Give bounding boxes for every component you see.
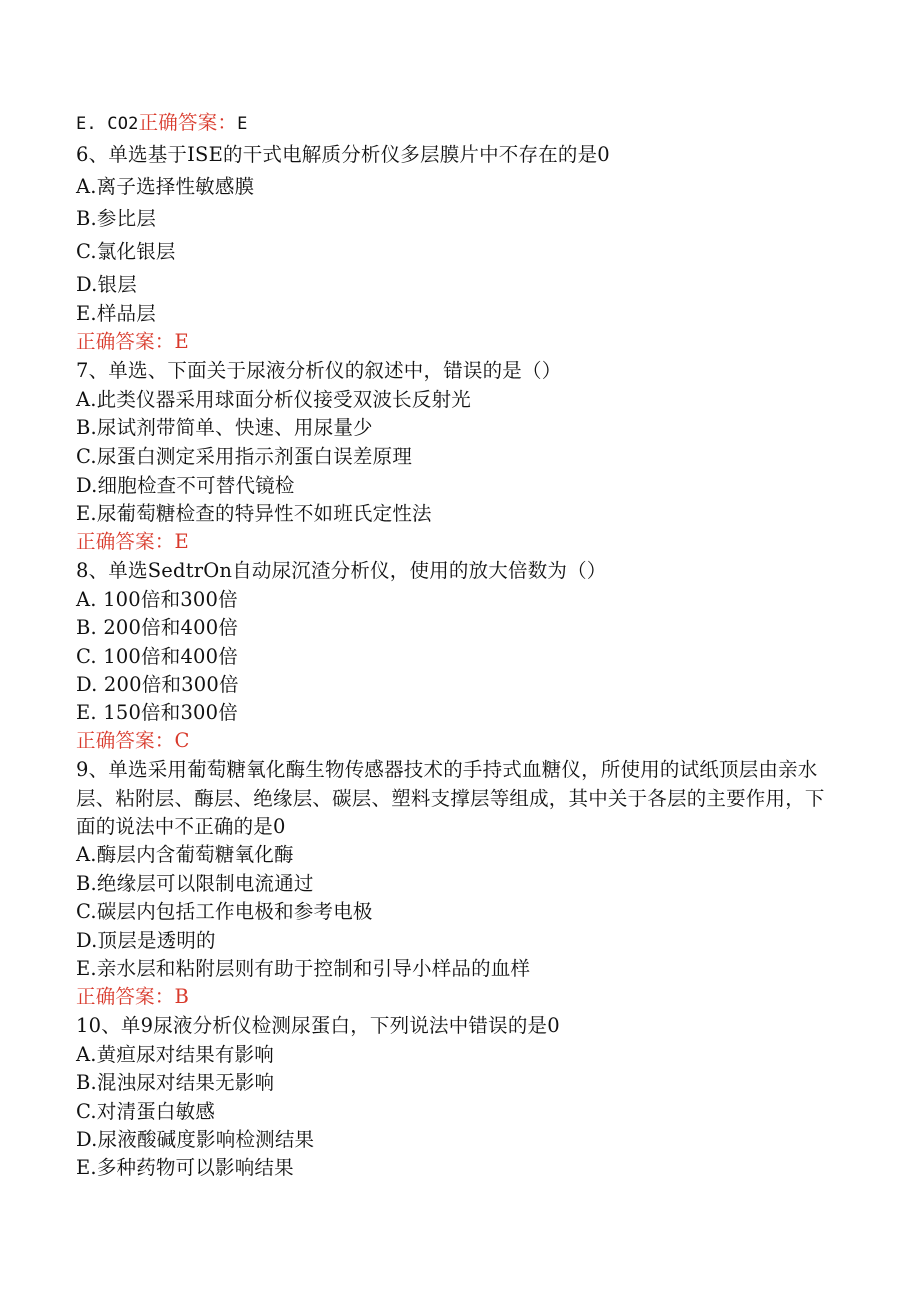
question-6-option-e: E.样品层 <box>76 302 156 325</box>
question-8-option-b: B. 200倍和400倍 <box>76 616 239 639</box>
question-7-answer: 正确答案：E <box>76 530 189 553</box>
question-6-option-d: D.银层 <box>76 273 137 296</box>
question-8-option-a: A. 100倍和300倍 <box>76 588 238 611</box>
question-8-option-d: D. 200倍和300倍 <box>76 673 239 696</box>
option-e-co2-line <box>76 111 248 136</box>
question-9-answer: 正确答案：B <box>76 985 190 1008</box>
question-6-option-a: A.离子选择性敏感膜 <box>76 175 255 198</box>
question-10-option-d: D.尿液酸碱度影响检测结果 <box>76 1128 315 1151</box>
answer-value: E <box>237 114 248 134</box>
option-e-co2: E. CO2 <box>76 114 139 134</box>
question-6-stem: 6、单选基于ISE的干式电解质分析仪多层膜片中不存在的是0 <box>76 143 610 166</box>
question-8-option-e: E. 150倍和300倍 <box>76 701 238 724</box>
question-9-option-a: A.酶层内含葡萄糖氧化酶 <box>76 843 294 866</box>
question-8-option-c: C. 100倍和400倍 <box>76 645 238 668</box>
question-9-option-e: E.亲水层和粘附层则有助于控制和引导小样品的血样 <box>76 957 531 980</box>
question-9-stem: 9、单选采用葡萄糖氧化酶生物传感器技术的手持式血糖仪，所使用的试纸顶层由亲水层、粘附层、酶层、绝缘层、碳层、塑料支撑层等组成，其中关于各层的主要作用，下面的说法中不正确的是0 <box>76 758 825 838</box>
question-7-option-b: B.尿试剂带简单、快速、用尿量少 <box>76 416 373 439</box>
question-10-option-a: A.黄疸尿对结果有影响 <box>76 1043 274 1066</box>
question-6-option-c: C.氯化银层 <box>76 240 176 263</box>
question-10-option-c: C.对清蛋白敏感 <box>76 1100 216 1123</box>
question-8-stem: 8、单选SedtrOn自动尿沉渣分析仪，使用的放大倍数为（） <box>76 559 607 582</box>
question-7-option-a: A.此类仪器采用球面分析仪接受双波长反射光 <box>76 388 471 411</box>
question-7-option-d: D.细胞检查不可替代镜检 <box>76 474 295 497</box>
question-10-stem: 10、单9尿液分析仪检测尿蛋白，下列说法中错误的是0 <box>76 1014 560 1037</box>
question-6-answer: 正确答案：E <box>76 330 189 353</box>
question-8-answer: 正确答案：C <box>76 729 190 752</box>
question-10-option-e: E.多种药物可以影响结果 <box>76 1156 294 1179</box>
answer-label: 正确答案： <box>138 111 238 134</box>
question-9-option-d: D.顶层是透明的 <box>76 929 216 952</box>
question-7-option-c: C.尿蛋白测定采用指示剂蛋白误差原理 <box>76 445 413 468</box>
question-9-option-b: B.绝缘层可以限制电流通过 <box>76 872 314 895</box>
question-6-option-b: B.参比层 <box>76 207 157 230</box>
question-7-stem: 7、单选、下面关于尿液分析仪的叙述中，错误的是（） <box>76 359 562 382</box>
question-10-option-b: B.混浊尿对结果无影响 <box>76 1071 275 1094</box>
question-9-option-c: C.碳层内包括工作电极和参考电极 <box>76 900 373 923</box>
question-7-option-e: E.尿葡萄糖检查的特异性不如班氏定性法 <box>76 502 432 525</box>
